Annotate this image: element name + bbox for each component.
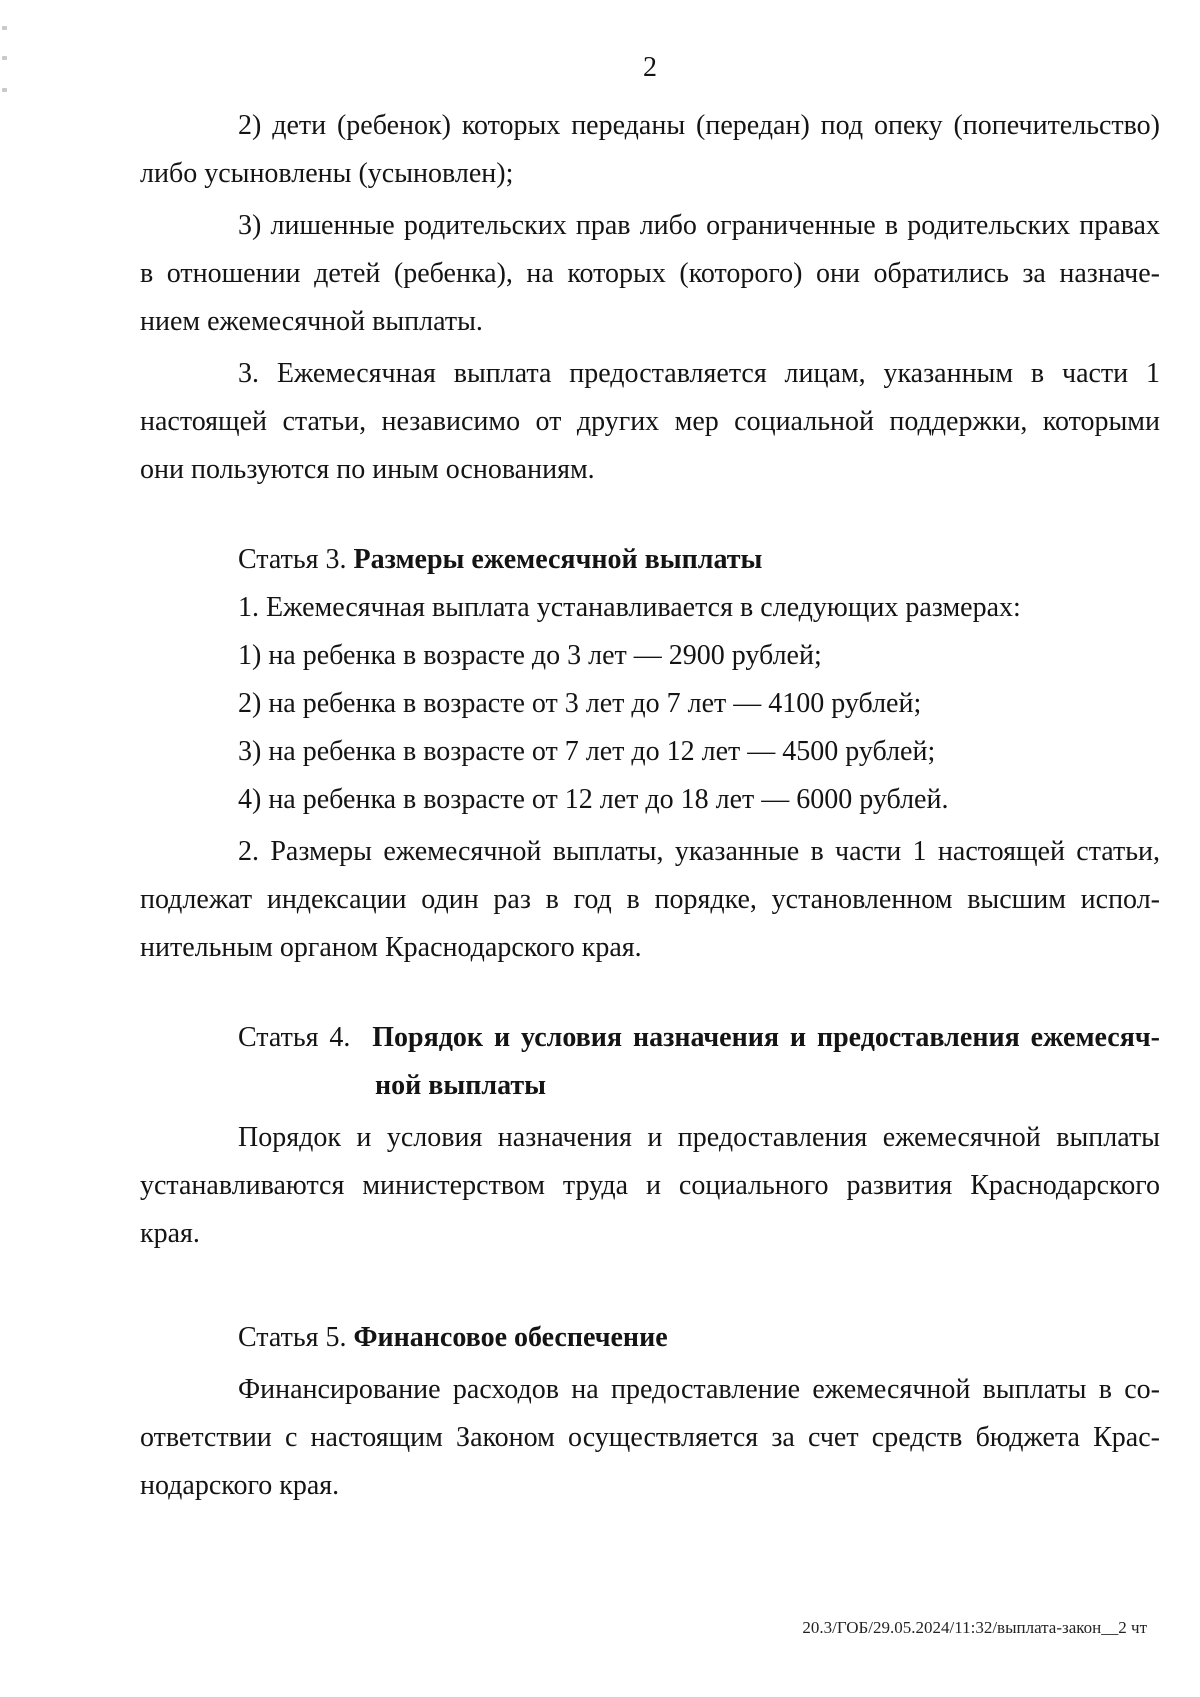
paragraph — [140, 202, 1160, 346]
article-5-title: Финансовое обеспечение — [353, 1322, 668, 1353]
paragraph — [140, 350, 1160, 494]
footer-stamp: 20.3/ГОБ/29.05.2024/11:32/выплата-закон__2 чт — [802, 1618, 1147, 1637]
scan-artifact — [2, 26, 7, 30]
paragraph-line: в отношении детей (ребенка), на которых (которого) они обратились за назначе- — [140, 258, 1160, 289]
page-number: 2 — [643, 52, 657, 83]
paragraph-line: 4) на ребенка в возрасте от 12 лет до 18 лет — 6000 рублей. — [238, 784, 949, 815]
article-4-heading-line: ной выплаты — [375, 1070, 546, 1101]
article-3-heading — [140, 536, 1160, 584]
paragraph-line: 2) дети (ребенок) которых переданы (передан) под опеку (попечительство) — [238, 110, 1160, 141]
article-5-heading — [140, 1314, 1160, 1362]
paragraph-line: либо усыновлены (усыновлен); — [140, 158, 514, 189]
document-content — [140, 44, 1160, 1510]
paragraph-line: они пользуются по иным основаниям. — [140, 454, 595, 485]
scan-artifact — [2, 88, 7, 92]
article-4-label: Статья 4. — [238, 1022, 351, 1053]
article-4-title: Порядок и условия назначения и предоставления ежемесяч- — [372, 1022, 1160, 1053]
scan-artifact — [2, 56, 7, 60]
article-5-label: Статья 5. — [238, 1322, 347, 1353]
paragraph-line: нодарского края. — [140, 1470, 340, 1501]
paragraph-line: 2. Размеры ежемесячной выплаты, указанные в части 1 настоящей статьи, — [238, 836, 1160, 867]
paragraph-line: ответствии с настоящим Законом осуществляется за счет средств бюджета Крас- — [140, 1422, 1160, 1453]
paragraph-line: 3) лишенные родительских прав либо ограниченные в родительских правах — [238, 210, 1160, 241]
article-4-heading-line — [140, 1014, 1160, 1062]
paragraph-line: подлежат индексации один раз в год в порядке, установленном высшим испол- — [140, 884, 1160, 915]
paragraph-line: Порядок и условия назначения и предоставления ежемесячной выплаты — [238, 1122, 1160, 1153]
paragraph-line: настоящей статьи, независимо от других мер социальной поддержки, которыми — [140, 406, 1160, 437]
paragraph-line: 1. Ежемесячная выплата устанавливается в следующих размерах: — [238, 592, 1021, 623]
paragraph — [140, 828, 1160, 972]
paragraph-line: 3) на ребенка в возрасте от 7 лет до 12 лет — 4500 рублей; — [238, 736, 936, 767]
paragraph-line: нием ежемесячной выплаты. — [140, 306, 483, 337]
paragraph-line: нительным органом Краснодарского края. — [140, 932, 642, 963]
paragraph-line: 3. Ежемесячная выплата предоставляется лицам, указанным в части 1 — [238, 358, 1160, 389]
article-3-title: Размеры ежемесячной выплаты — [353, 544, 763, 575]
paragraph — [140, 102, 1160, 198]
paragraph — [140, 1114, 1160, 1258]
article-4-heading — [140, 1014, 1160, 1110]
paragraph — [140, 1366, 1160, 1510]
paragraph-line: 2) на ребенка в возрасте от 3 лет до 7 лет — 4100 рублей; — [238, 688, 922, 719]
paragraph-line: края. — [140, 1218, 200, 1249]
paragraph — [140, 584, 1160, 824]
article-3-label: Статья 3. — [238, 544, 347, 575]
paragraph-line: Финансирование расходов на предоставление ежемесячной выплаты в со- — [238, 1374, 1160, 1405]
paragraph-line: 1) на ребенка в возрасте до 3 лет — 2900 рублей; — [238, 640, 822, 671]
paragraph-line: устанавливаются министерством труда и социального развития Краснодарского — [140, 1170, 1160, 1201]
